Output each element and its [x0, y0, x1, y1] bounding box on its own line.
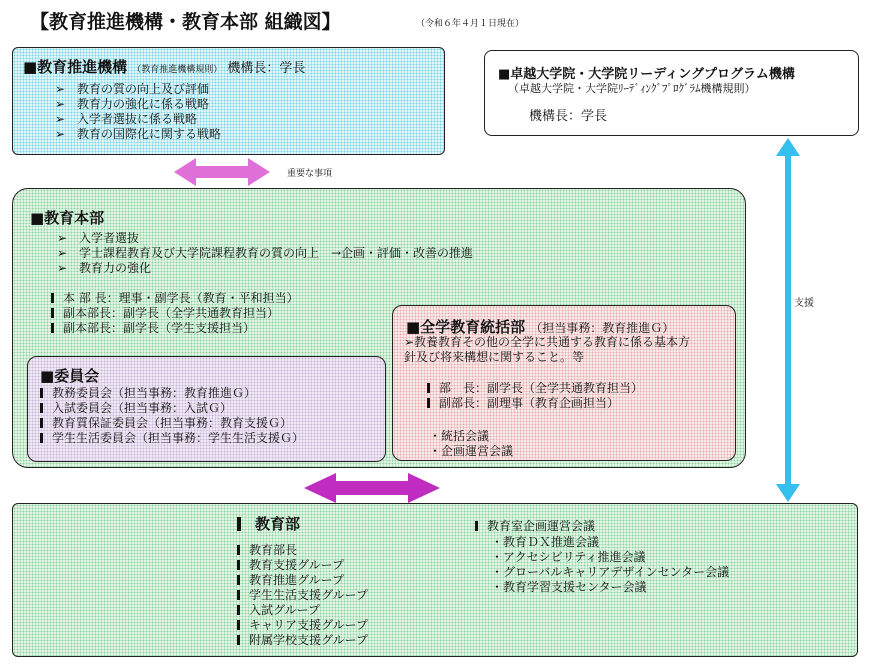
iinkai-heading: ■委員会 — [40, 367, 100, 385]
suishin-kiko-list — [55, 82, 221, 142]
honbu-list — [57, 231, 473, 276]
kyoikubu-meeting-heading: 教育室企画運営会議 — [487, 519, 596, 533]
kyoikubu-groups — [237, 543, 368, 648]
zengaku-office: （担当事務：教育推進Ｇ） — [530, 321, 675, 335]
bar-bullet-icon — [51, 308, 54, 318]
zengaku-officers — [427, 381, 643, 411]
double-arrow-shape — [304, 473, 440, 503]
suishin-kiko-rule: （教育推進機構規則） — [132, 65, 223, 75]
kyoikubu-header — [237, 513, 300, 534]
zengaku-header — [406, 316, 674, 337]
bar-bullet-icon — [51, 293, 54, 303]
list-item: ➢ 入学者選抜に係る戦略 — [55, 112, 198, 126]
list-item: ・企画運営会議 — [429, 444, 514, 458]
list-item: 副本部長：副学長（学生支援担当） — [51, 321, 299, 336]
bar-bullet-icon — [51, 323, 54, 333]
list-item: 副本部長：副学長（全学共通教育担当） — [51, 306, 299, 321]
bar-bullet-icon — [237, 590, 240, 600]
list-item: ➢ 入学者選抜 — [57, 231, 140, 245]
double-arrow-shape — [174, 158, 270, 186]
list-item: ・教育ＤＸ推進会議 — [491, 535, 600, 549]
suishin-kiko-heading: ■教育推進機構 — [23, 58, 128, 76]
arrow-bullet-icon: ➢ — [55, 127, 66, 141]
list-item: ➢ 教育力の強化 — [57, 261, 152, 275]
zengaku-desc-1: ➢教養教育その他の全学に共通する教育に係る基本方 — [404, 335, 691, 349]
leading-kiko-chief: 機構長：学長 — [529, 109, 608, 124]
kyoikubu-meeting-header — [475, 519, 595, 534]
title-date: （令和６年４月１日現在） — [416, 19, 525, 29]
list-item: ➢ 教育力の強化に係る戦略 — [55, 97, 210, 111]
leading-kiko-box — [484, 50, 859, 136]
zengaku-heading: ■全学教育統括部 — [406, 318, 526, 336]
arrow-bullet-icon: ➢ — [57, 246, 68, 260]
page-title — [30, 7, 341, 34]
double-arrow-important — [172, 157, 272, 187]
list-item: 本 部 長：理事・副学長（教育・平和担当） — [51, 291, 299, 306]
bar-bullet-icon — [475, 521, 478, 531]
bar-bullet-icon — [237, 545, 240, 555]
list-item: ・アクセシビリティ推進会議 — [491, 550, 646, 564]
kyoikubu-box — [12, 503, 858, 657]
iinkai-box — [27, 356, 386, 462]
bar-bullet-icon — [40, 403, 43, 413]
list-item: 教育推進グループ — [237, 573, 368, 588]
list-item: ➢ 教育の質の向上及び評価 — [55, 82, 210, 96]
list-item: ➢ 教育の国際化に関する戦略 — [55, 127, 222, 141]
list-item: キャリア支援グループ — [237, 618, 368, 633]
kyoikubu-meetings — [491, 535, 729, 595]
bar-bullet-icon — [237, 620, 240, 630]
label-important: 重要な事項 — [287, 169, 333, 179]
list-item: ・統括会議 — [429, 429, 490, 443]
arrow-bullet-icon: ➢ — [57, 231, 68, 245]
list-item: 附属学校支援グループ — [237, 633, 368, 648]
bar-bullet-icon — [427, 383, 430, 393]
bar-bullet-icon — [427, 398, 430, 408]
list-item: 学生生活支援グループ — [237, 588, 368, 603]
honbu-officers — [51, 291, 299, 336]
list-item: 教育質保証委員会（担当事務：教育支援Ｇ） — [40, 416, 304, 431]
arrow-bullet-icon: ➢ — [55, 97, 66, 111]
double-arrow-honbu-kyoikubu — [302, 472, 442, 504]
list-item: ・教育学習支援センター会議 — [491, 580, 647, 594]
honbu-heading: ■教育本部 — [30, 209, 105, 227]
leading-kiko-heading: ■卓越大学院・大学院リーディングプログラム機構 — [498, 67, 795, 82]
list-item: 副部長：副理事（教育企画担当） — [427, 396, 643, 411]
iinkai-list — [40, 386, 304, 446]
bar-bullet-icon — [237, 517, 241, 531]
list-item: 入試委員会（担当事務：入試Ｇ） — [40, 401, 304, 416]
zengaku-desc-2: 針及び将来構想に関すること。等 — [404, 350, 585, 364]
arrow-bullet-icon: ➢ — [55, 82, 66, 96]
zengaku-box — [392, 305, 736, 461]
list-item: 教育支援グループ — [237, 558, 368, 573]
support-arrow-shape — [776, 138, 800, 502]
bar-bullet-icon — [237, 560, 240, 570]
kyoikubu-heading: 教育部 — [255, 515, 301, 533]
list-item: ・グローバルキャリアデザインセンター会議 — [491, 565, 730, 579]
list-item: 学生生活委員会（担当事務：学生生活支援Ｇ） — [40, 431, 304, 446]
bar-bullet-icon — [237, 605, 240, 615]
suishin-kiko-box — [12, 47, 445, 155]
support-arrow — [775, 138, 801, 502]
bar-bullet-icon — [237, 575, 240, 585]
title-main: 【教育推進機構・教育本部 組織図】 — [30, 11, 341, 33]
list-item: 教務委員会（担当事務：教育推進Ｇ） — [40, 386, 304, 401]
suishin-kiko-chief: 機構長：学長 — [227, 61, 306, 76]
zengaku-meetings — [429, 429, 513, 459]
bar-bullet-icon — [40, 388, 43, 398]
bar-bullet-icon — [40, 418, 43, 428]
list-item: ➢ 学士課程教育及び大学院課程教育の質の向上 →企画・評価・改善の推進 — [57, 246, 474, 260]
arrow-bullet-icon: ➢ — [55, 112, 66, 126]
bar-bullet-icon — [237, 635, 240, 645]
label-support: 支援 — [794, 298, 814, 309]
suishin-kiko-header — [23, 56, 305, 77]
list-item: 入試グループ — [237, 603, 368, 618]
leading-kiko-rule: （卓越大学院・大学院ﾘｰﾃﾞｨﾝｸﾞﾌﾟﾛｸﾞﾗﾑ機構規則） — [508, 82, 756, 95]
arrow-bullet-icon: ➢ — [57, 261, 68, 275]
list-item: 部 長：副学長（全学共通教育担当） — [427, 381, 643, 396]
bar-bullet-icon — [40, 433, 43, 443]
list-item: 教育部長 — [237, 543, 368, 558]
